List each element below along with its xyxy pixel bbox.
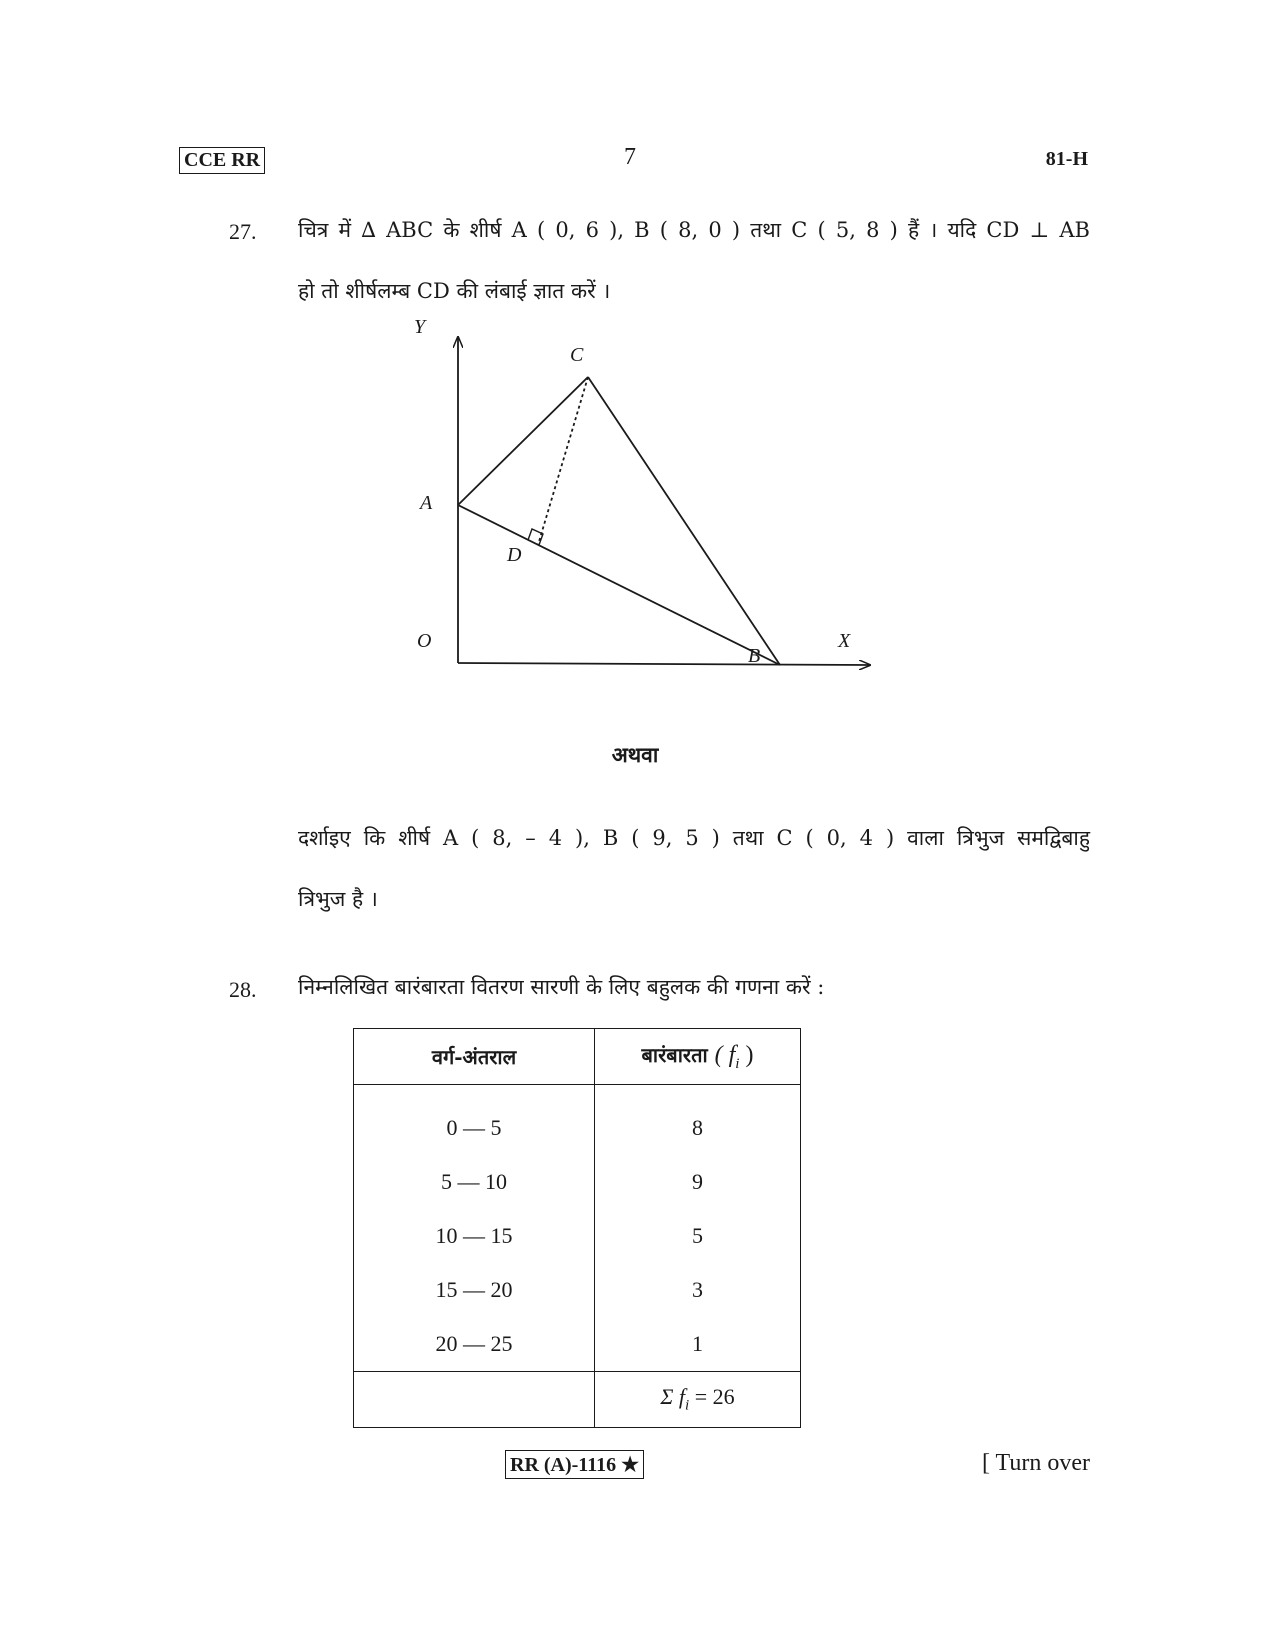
side-cb bbox=[588, 377, 780, 665]
paper-code: 81-H bbox=[1045, 148, 1088, 170]
header-class-interval: वर्ग-अंतराल bbox=[354, 1029, 595, 1085]
interval-cell: 0 — 5 bbox=[354, 1085, 595, 1156]
total-empty-cell bbox=[354, 1372, 595, 1428]
triangle-figure bbox=[414, 316, 910, 690]
table-row bbox=[354, 1155, 801, 1209]
fi-close: ) bbox=[739, 1041, 754, 1068]
frequency-cell: 5 bbox=[595, 1209, 801, 1263]
label-y: Y bbox=[414, 316, 426, 338]
question-28-number: 28. bbox=[229, 977, 257, 1002]
frequency-table bbox=[353, 1028, 801, 1428]
question-27-line-2: हो तो शीर्षलम्ब CD की लंबाई ज्ञात करें । bbox=[298, 279, 611, 303]
sum-symbol: Σ f bbox=[660, 1384, 686, 1410]
label-d: D bbox=[507, 544, 522, 566]
question-27-number: 27. bbox=[229, 219, 257, 244]
header-frequency-symbol bbox=[714, 1041, 754, 1072]
x-axis bbox=[458, 663, 870, 665]
frequency-cell: 9 bbox=[595, 1155, 801, 1209]
table-header-row bbox=[354, 1029, 801, 1085]
turn-over-text: [ Turn over bbox=[981, 1450, 1090, 1476]
table-total-row bbox=[354, 1372, 801, 1428]
label-origin: O bbox=[417, 630, 432, 652]
page-number: 7 bbox=[624, 144, 636, 170]
question-28-text: निम्नलिखित बारंबारता वितरण सारणी के लिए बहुलक की गणना करें : bbox=[298, 975, 825, 999]
table-row bbox=[354, 1263, 801, 1317]
label-x: X bbox=[838, 630, 851, 652]
side-ab bbox=[458, 505, 780, 665]
frequency-cell: 1 bbox=[595, 1317, 801, 1372]
interval-cell: 5 — 10 bbox=[354, 1155, 595, 1209]
footer-code-box: RR (A)-1116 ★ bbox=[505, 1450, 644, 1479]
table-row bbox=[354, 1209, 801, 1263]
frequency-cell: 3 bbox=[595, 1263, 801, 1317]
label-b: B bbox=[748, 645, 761, 667]
interval-cell: 15 — 20 bbox=[354, 1263, 595, 1317]
or-separator: अथवा bbox=[611, 742, 659, 767]
table-row bbox=[354, 1085, 801, 1156]
fi-symbol: ( f bbox=[714, 1041, 736, 1068]
label-c: C bbox=[570, 344, 584, 366]
header-frequency-label: बारंबारता bbox=[641, 1042, 708, 1067]
interval-cell: 20 — 25 bbox=[354, 1317, 595, 1372]
sum-value: = 26 bbox=[689, 1384, 735, 1410]
sum-subscript: i bbox=[685, 1397, 690, 1414]
frequency-cell: 8 bbox=[595, 1085, 801, 1156]
label-a: A bbox=[420, 492, 433, 514]
table-row bbox=[354, 1317, 801, 1372]
total-cell bbox=[595, 1372, 801, 1428]
interval-cell: 10 — 15 bbox=[354, 1209, 595, 1263]
or-question-line-2: त्रिभुज है । bbox=[298, 887, 378, 911]
header-frequency bbox=[595, 1029, 801, 1085]
question-27-line-1: चित्र में ∆ ABC के शीर्ष A ( 0, 6 ), B ( 8, 0 ) तथा C ( 5, 8 ) हैं । यदि CD ⊥ AB bbox=[298, 218, 1090, 242]
header-code-box: CCE RR bbox=[179, 147, 265, 174]
or-question-line-1: दर्शाइए कि शीर्ष A ( 8, – 4 ), B ( 9, 5 ) तथा C ( 0, 4 ) वाला त्रिभुज समद्विबाहु bbox=[298, 826, 1090, 850]
fi-subscript: i bbox=[735, 1055, 740, 1072]
